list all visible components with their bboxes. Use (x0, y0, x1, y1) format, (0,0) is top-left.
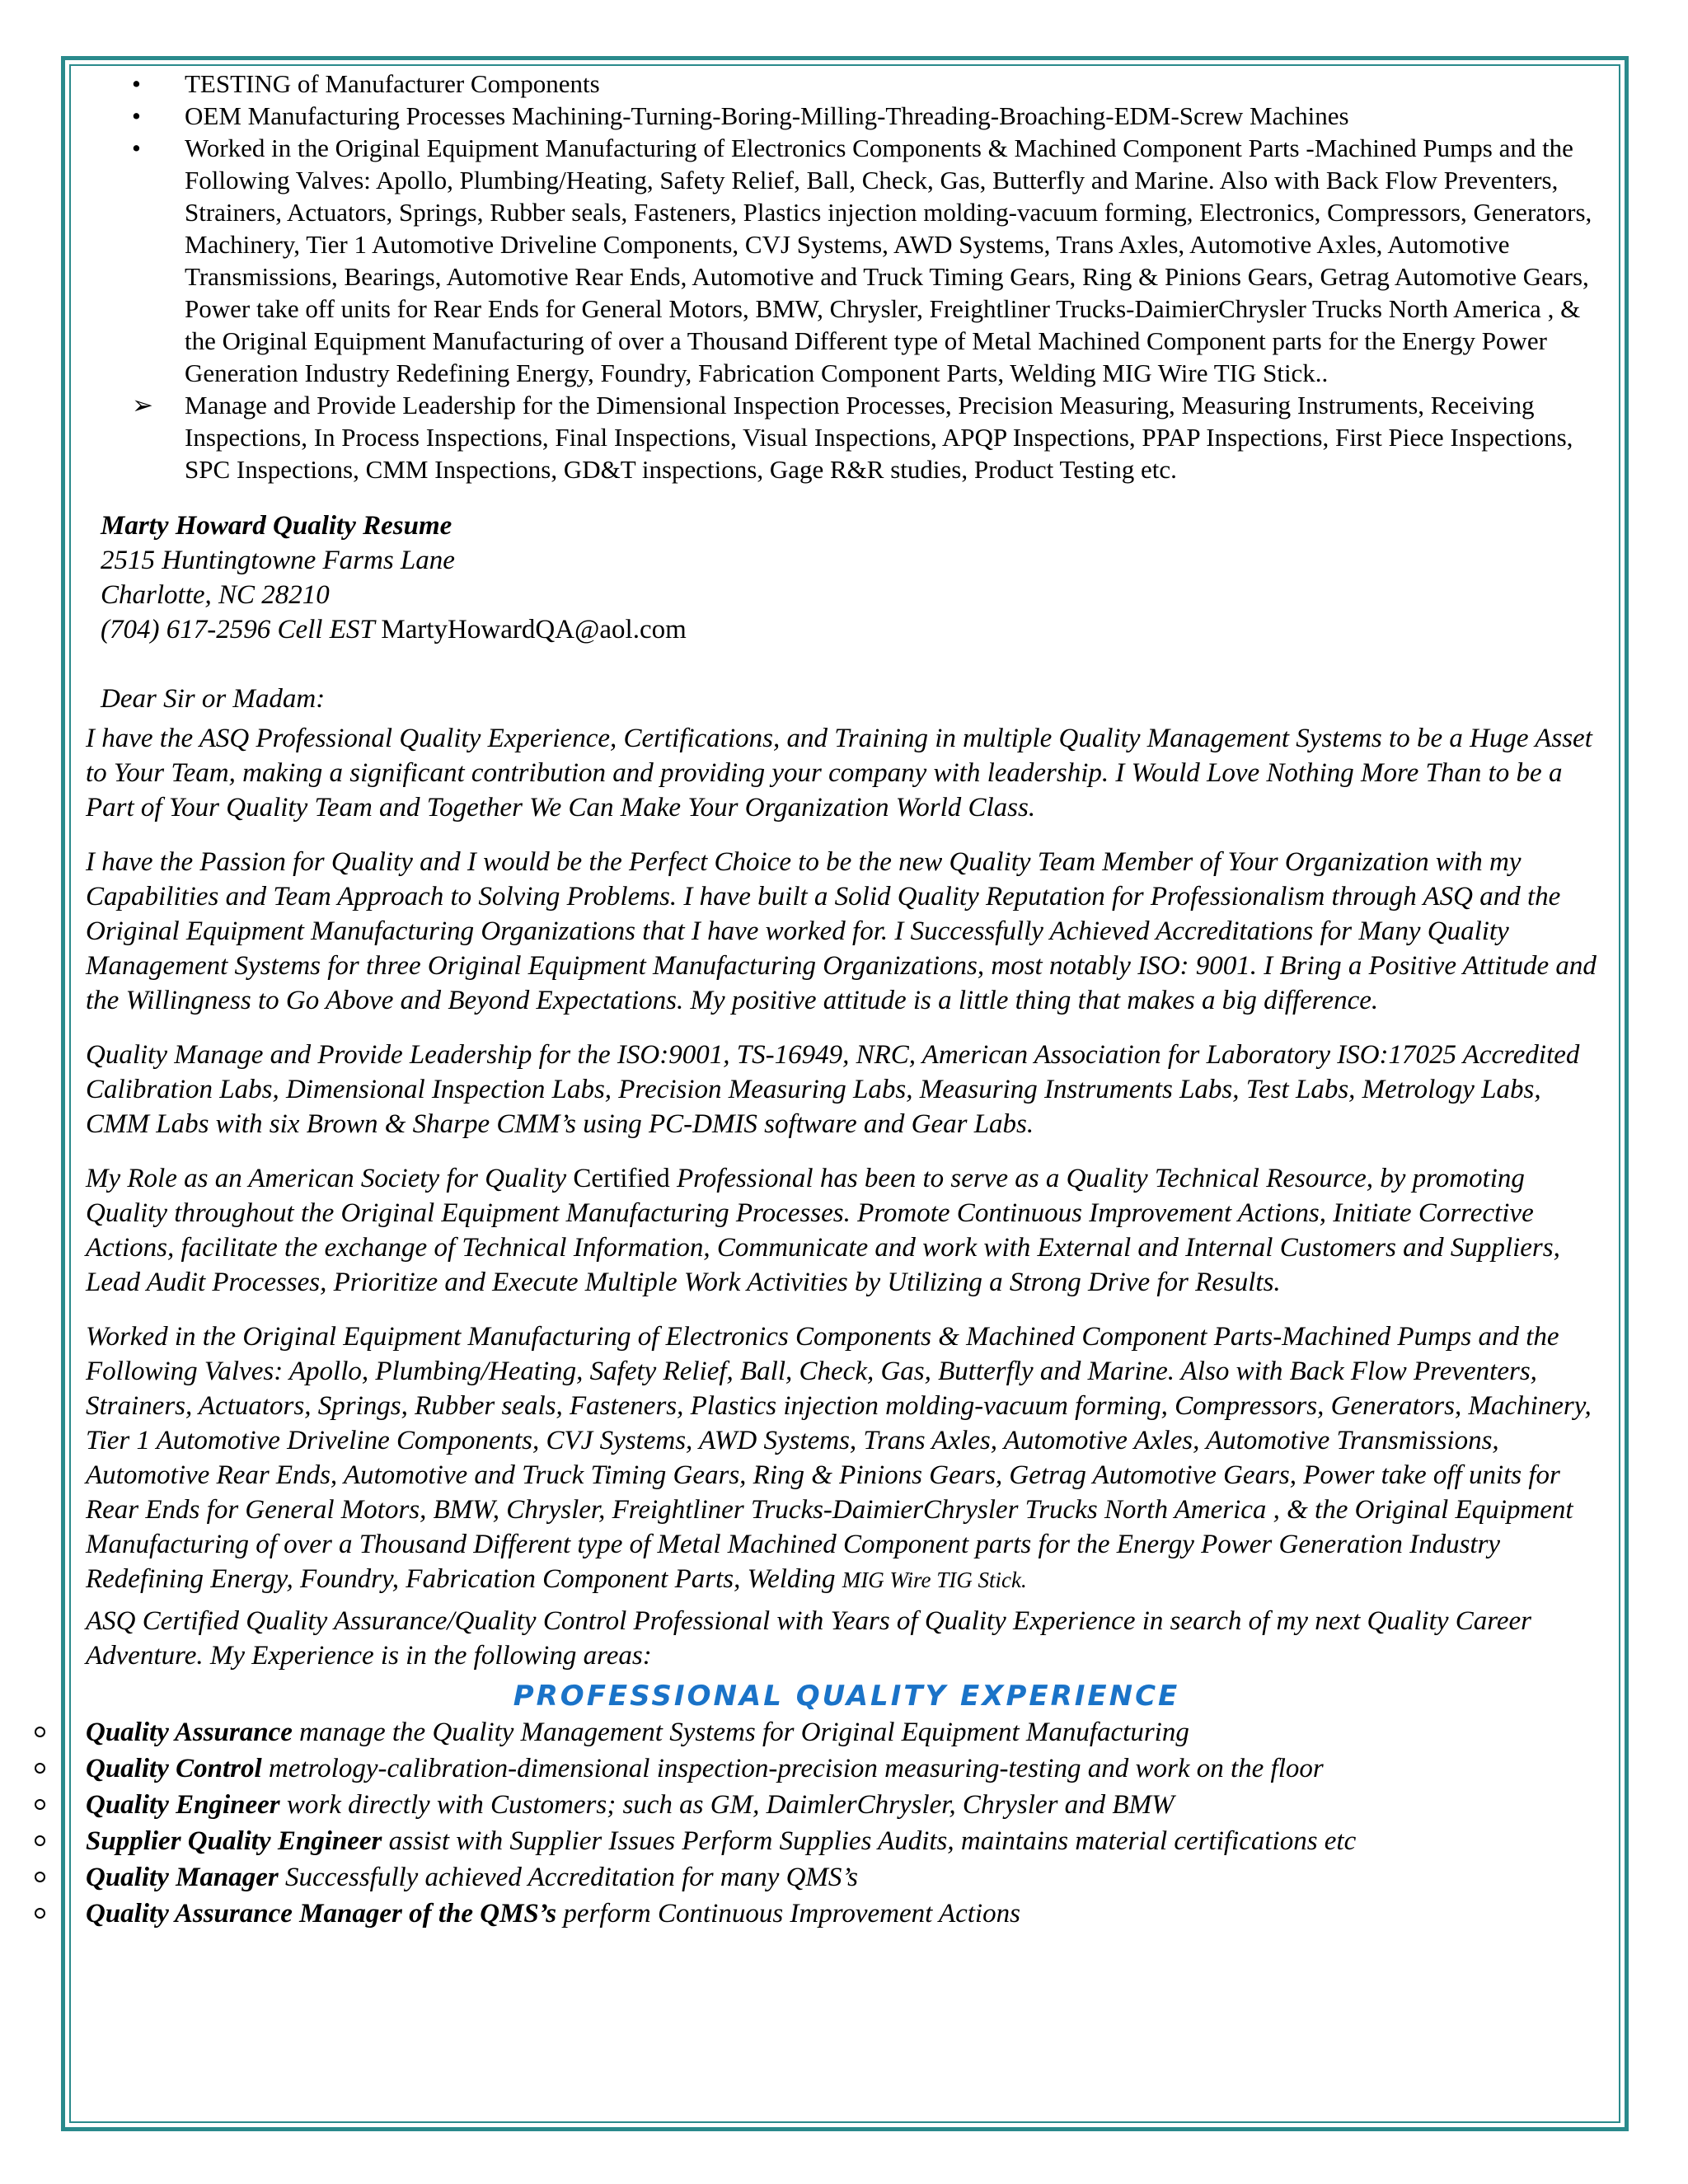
letter-paragraph: Quality Manage and Provide Leadership for the ISO:9001, TS-16949, NRC, American Association for Laboratory ISO:17025 Accredited Calibration Labs, Dimensional Inspection Labs, Precision Measuring Labs, Measuring Instruments Labs, Test Labs, Metrology Labs, CMM Labs with six Brown & Sharpe CMM’s using PC-DMIS software and Gear Labs. (86, 1040, 1580, 1139)
circle-bullet-icon (35, 1727, 45, 1737)
city-line: Charlotte, NC 28210 (101, 580, 330, 610)
letter-paragraph: I have the Passion for Quality and I would be the Perfect Choice to be the new Quality Team Member of Your Organization with my Capabilities and Team Approach to Solving Problems. I have built a Solid Quality Reputation for Professionalism through ASQ and the Original Equipment Manufacturing Organizations that I have worked for. I Successfully Achieved Accreditations for Many Quality Management Systems for three Original Equipment Manufacturing Organizations, most notably ISO: 9001. I Bring a Positive Attitude and the Willingness to Go Above and Beyond Expectations. My positive attitude is a little thing that makes a big difference. (86, 847, 1597, 1015)
list-item: Quality Manager Successfully achieved Accreditation for many QMS’s (86, 1859, 1607, 1896)
bullet-icon: • (132, 69, 141, 98)
circle-bullet-icon (35, 1763, 45, 1774)
cover-letter (86, 682, 1607, 1673)
list-item: Quality Assurance Manager of the QMS’s perform Continuous Improvement Actions (86, 1896, 1607, 1932)
salutation: Dear Sir or Madam: (101, 684, 326, 714)
letter-paragraph: ASQ Certified Quality Assurance/Quality Control Professional with Years of Quality Experience in search of my next Quality Career Adventure. My Experience is in the following areas: (86, 1606, 1531, 1671)
list-item: • Worked in the Original Equipment Manufacturing of Electronics Components & Machined Component Parts -Machined Pumps and the Following Valves: Apollo, Plumbing/Heating, Safety Relief, Ball, Check, Gas, Butterfly and Marine. Also with Back Flow Preventers, Strainers, Actuators, Springs, Rubber seals, Fasteners, Plastics injection molding-vacuum forming, Electronics, Compressors, Generators, Machinery, Tier 1 Automotive Driveline Components, CVJ Systems, AWD Systems, Trans Axles, Automotive Axles, Automotive Transmissions, Bearings, Automotive Rear Ends, Automotive and Truck Timing Gears, Ring & Pinions Gears, Getrag Automotive Gears, Power take off units for Rear Ends for General Motors, BMW, Chrysler, Freightliner Trucks-DaimierChrysler Trucks North America , & the Original Equipment Manufacturing of over a Thousand Different type of Metal Machined Component parts for the Energy Power Generation Industry Redefining Energy, Foundry, Fabrication Component Parts, Welding MIG Wire TIG Stick.. (132, 134, 1592, 387)
phone-line: (704) 617-2596 Cell EST MartyHowardQA@aol.com (101, 615, 687, 644)
circle-bullet-icon (35, 1872, 45, 1882)
address-line: 2515 Huntingtowne Farms Lane (101, 546, 455, 575)
experience-list (86, 1714, 1607, 1932)
list-item: • OEM Manufacturing Processes Machining-Turning-Boring-Milling-Threading-Broaching-EDM-Screw Machines (132, 101, 1349, 130)
bullet-icon: • (132, 134, 141, 162)
capabilities-list (86, 68, 1607, 485)
circle-bullet-icon (35, 1835, 45, 1846)
letter-paragraph: Worked in the Original Equipment Manufacturing of Electronics Components & Machined Component Parts-Machined Pumps and the Following Valves: Apollo, Plumbing/Heating, Safety Relief, Ball, Check, Gas, Butterfly and Marine. Also with Back Flow Preventers, Strainers, Actuators, Springs, Rubber seals, Fasteners, Plastics injection molding-vacuum forming, Compressors, Generators, Machinery, Tier 1 Automotive Driveline Components, CVJ Systems, AWD Systems, Trans Axles, Automotive Axles, Automotive Transmissions, Automotive Rear Ends, Automotive and Truck Timing Gears, Ring & Pinions Gears, Getrag Automotive Gears, Power take off units for Rear Ends for General Motors, BMW, Chrysler, Freightliner Trucks-DaimierChrysler Trucks North America , & the Original Equipment Manufacturing of over a Thousand Different type of Metal Machined Component parts for the Energy Power Generation Industry Redefining Energy, Foundry, Fabrication Component Parts, Welding MIG Wire TIG Stick. (86, 1322, 1592, 1594)
document-body (86, 68, 1607, 1932)
list-item: Quality Engineer work directly with Customers; such as GM, DaimlerChrysler, Chrysler and BMW (86, 1787, 1607, 1823)
list-item: • TESTING of Manufacturer Components (132, 69, 600, 98)
email-address: MartyHowardQA@aol.com (381, 615, 687, 644)
arrow-bullet-icon: ➢ (132, 391, 153, 419)
section-heading: PROFESSIONAL QUALITY EXPERIENCE (513, 1680, 1180, 1713)
list-item: ➢ Manage and Provide Leadership for the Dimensional Inspection Processes, Precision Measuring, Measuring Instruments, Receiving Inspections, In Process Inspections, Final Inspections, Visual Inspections, APQP Inspections, PPAP Inspections, First Piece Inspections, SPC Inspections, CMM Inspections, GD&T inspections, Gage R&R studies, Product Testing etc. (132, 391, 1573, 484)
resume-title: Marty Howard Quality Resume (101, 511, 452, 541)
list-item: Supplier Quality Engineer assist with Supplier Issues Perform Supplies Audits, maintains material certifications etc (86, 1823, 1607, 1859)
circle-bullet-icon (35, 1799, 45, 1810)
contact-block (101, 509, 1607, 647)
letter-paragraph: I have the ASQ Professional Quality Experience, Certifications, and Training in multiple Quality Management Systems to be a Huge Asset to Your Team, making a significant contribution and providing your company with leadership. I Would Love Nothing More Than to be a Part of Your Quality Team and Together We Can Make Your Organization World Class. (86, 724, 1592, 823)
circle-bullet-icon (35, 1908, 45, 1919)
bullet-icon: • (132, 101, 141, 130)
list-item: Quality Assurance manage the Quality Management Systems for Original Equipment Manufacturing (86, 1714, 1607, 1750)
letter-paragraph: My Role as an American Society for Quality Certified Professional has been to serve as a Quality Technical Resource, by promoting Quality throughout the Original Equipment Manufacturing Processes. Promote Continuous Improvement Actions, Initiate Corrective Actions, facilitate the exchange of Technical Information, Communicate and work with External and Internal Customers and Suppliers, Lead Audit Processes, Prioritize and Execute Multiple Work Activities by Utilizing a Strong Drive for Results. (86, 1164, 1560, 1297)
list-item: Quality Control metrology-calibration-dimensional inspection-precision measuring-testing and work on the floor (86, 1750, 1607, 1787)
